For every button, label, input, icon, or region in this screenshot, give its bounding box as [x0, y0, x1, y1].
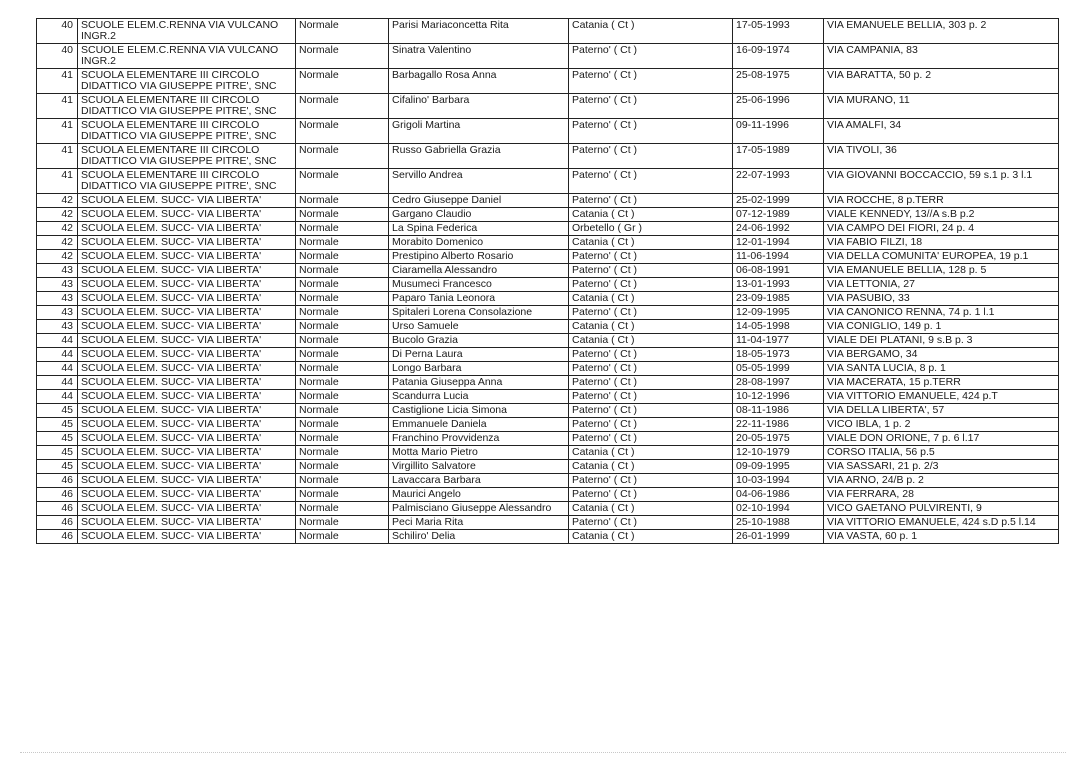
school-cell: SCUOLA ELEM. SUCC- VIA LIBERTA': [78, 250, 296, 264]
name-cell: Franchino Provvidenza: [389, 432, 569, 446]
address-cell: VIA CAMPO DEI FIORI, 24 p. 4: [824, 222, 1059, 236]
row-number: 44: [37, 334, 78, 348]
address-cell: VIALE KENNEDY, 13//A s.B p.2: [824, 208, 1059, 222]
address-cell: VIA VITTORIO EMANUELE, 424 s.D p.5 l.14: [824, 516, 1059, 530]
type-cell: Normale: [296, 144, 389, 169]
type-cell: Normale: [296, 320, 389, 334]
birthplace-cell: Paterno' ( Ct ): [569, 348, 733, 362]
birthdate-cell: 07-12-1989: [733, 208, 824, 222]
table-row: [37, 264, 1059, 278]
type-cell: Normale: [296, 69, 389, 94]
document-sheet: [36, 18, 1058, 544]
address-cell: VIA FABIO FILZI, 18: [824, 236, 1059, 250]
address-cell: VIA SANTA LUCIA, 8 p. 1: [824, 362, 1059, 376]
row-number: 41: [37, 144, 78, 169]
name-cell: Maurici Angelo: [389, 488, 569, 502]
birthplace-cell: Catania ( Ct ): [569, 236, 733, 250]
address-cell: VIA LETTONIA, 27: [824, 278, 1059, 292]
table-row: [37, 222, 1059, 236]
row-number: 44: [37, 362, 78, 376]
school-cell: SCUOLA ELEMENTARE III CIRCOLO DIDATTICO VIA GIUSEPPE PITRE', SNC: [78, 119, 296, 144]
birthplace-cell: Catania ( Ct ): [569, 19, 733, 44]
birthplace-cell: Orbetello ( Gr ): [569, 222, 733, 236]
type-cell: Normale: [296, 474, 389, 488]
row-number: 43: [37, 264, 78, 278]
birthdate-cell: 12-10-1979: [733, 446, 824, 460]
school-cell: SCUOLA ELEM. SUCC- VIA LIBERTA': [78, 222, 296, 236]
name-cell: Paparo Tania Leonora: [389, 292, 569, 306]
name-cell: Grigoli Martina: [389, 119, 569, 144]
birthplace-cell: Paterno' ( Ct ): [569, 306, 733, 320]
name-cell: Emmanuele Daniela: [389, 418, 569, 432]
school-cell: SCUOLA ELEM. SUCC- VIA LIBERTA': [78, 264, 296, 278]
birthdate-cell: 09-09-1995: [733, 460, 824, 474]
row-number: 45: [37, 418, 78, 432]
address-cell: VICO GAETANO PULVIRENTI, 9: [824, 502, 1059, 516]
type-cell: Normale: [296, 446, 389, 460]
birthdate-cell: 06-08-1991: [733, 264, 824, 278]
name-cell: Parisi Mariaconcetta Rita: [389, 19, 569, 44]
row-number: 42: [37, 250, 78, 264]
birthplace-cell: Catania ( Ct ): [569, 446, 733, 460]
type-cell: Normale: [296, 306, 389, 320]
table-row: [37, 236, 1059, 250]
birthdate-cell: 10-03-1994: [733, 474, 824, 488]
birthplace-cell: Paterno' ( Ct ): [569, 69, 733, 94]
school-cell: SCUOLA ELEM. SUCC- VIA LIBERTA': [78, 530, 296, 544]
row-number: 43: [37, 278, 78, 292]
type-cell: Normale: [296, 530, 389, 544]
row-number: 43: [37, 292, 78, 306]
table-row: [37, 334, 1059, 348]
school-cell: SCUOLA ELEM. SUCC- VIA LIBERTA': [78, 488, 296, 502]
address-cell: VIA CANONICO RENNA, 74 p. 1 l.1: [824, 306, 1059, 320]
school-cell: SCUOLA ELEM. SUCC- VIA LIBERTA': [78, 418, 296, 432]
birthplace-cell: Paterno' ( Ct ): [569, 390, 733, 404]
address-cell: VIA SASSARI, 21 p. 2/3: [824, 460, 1059, 474]
row-number: 41: [37, 94, 78, 119]
address-cell: VIA ARNO, 24/B p. 2: [824, 474, 1059, 488]
address-cell: VIA BARATTA, 50 p. 2: [824, 69, 1059, 94]
type-cell: Normale: [296, 362, 389, 376]
type-cell: Normale: [296, 278, 389, 292]
type-cell: Normale: [296, 94, 389, 119]
name-cell: Russo Gabriella Grazia: [389, 144, 569, 169]
name-cell: Cedro Giuseppe Daniel: [389, 194, 569, 208]
table-row: [37, 169, 1059, 194]
type-cell: Normale: [296, 19, 389, 44]
table-row: [37, 119, 1059, 144]
name-cell: La Spina Federica: [389, 222, 569, 236]
table-row: [37, 144, 1059, 169]
address-cell: VIA PASUBIO, 33: [824, 292, 1059, 306]
address-cell: VIA CAMPANIA, 83: [824, 44, 1059, 69]
table-row: [37, 488, 1059, 502]
birthplace-cell: Paterno' ( Ct ): [569, 264, 733, 278]
type-cell: Normale: [296, 194, 389, 208]
school-cell: SCUOLA ELEMENTARE III CIRCOLO DIDATTICO VIA GIUSEPPE PITRE', SNC: [78, 94, 296, 119]
birthplace-cell: Paterno' ( Ct ): [569, 474, 733, 488]
birthdate-cell: 14-05-1998: [733, 320, 824, 334]
school-cell: SCUOLA ELEMENTARE III CIRCOLO DIDATTICO VIA GIUSEPPE PITRE', SNC: [78, 169, 296, 194]
table-row: [37, 530, 1059, 544]
table-row: [37, 320, 1059, 334]
birthplace-cell: Catania ( Ct ): [569, 530, 733, 544]
school-cell: SCUOLA ELEMENTARE III CIRCOLO DIDATTICO VIA GIUSEPPE PITRE', SNC: [78, 69, 296, 94]
name-cell: Urso Samuele: [389, 320, 569, 334]
address-cell: VIA DELLA COMUNITA' EUROPEA, 19 p.1: [824, 250, 1059, 264]
address-cell: VIALE DON ORIONE, 7 p. 6 l.17: [824, 432, 1059, 446]
birthplace-cell: Catania ( Ct ): [569, 292, 733, 306]
school-cell: SCUOLA ELEM. SUCC- VIA LIBERTA': [78, 474, 296, 488]
birthplace-cell: Paterno' ( Ct ): [569, 169, 733, 194]
row-number: 41: [37, 119, 78, 144]
school-cell: SCUOLA ELEM. SUCC- VIA LIBERTA': [78, 236, 296, 250]
row-number: 46: [37, 488, 78, 502]
table-row: [37, 44, 1059, 69]
type-cell: Normale: [296, 208, 389, 222]
name-cell: Di Perna Laura: [389, 348, 569, 362]
name-cell: Barbagallo Rosa Anna: [389, 69, 569, 94]
table-row: [37, 19, 1059, 44]
address-cell: VIA TIVOLI, 36: [824, 144, 1059, 169]
birthplace-cell: Catania ( Ct ): [569, 460, 733, 474]
name-cell: Schiliro' Delia: [389, 530, 569, 544]
school-cell: SCUOLA ELEM. SUCC- VIA LIBERTA': [78, 516, 296, 530]
name-cell: Longo Barbara: [389, 362, 569, 376]
type-cell: Normale: [296, 250, 389, 264]
birthdate-cell: 11-04-1977: [733, 334, 824, 348]
table-row: [37, 446, 1059, 460]
birthdate-cell: 25-06-1996: [733, 94, 824, 119]
school-cell: SCUOLA ELEM. SUCC- VIA LIBERTA': [78, 278, 296, 292]
birthdate-cell: 13-01-1993: [733, 278, 824, 292]
birthdate-cell: 17-05-1993: [733, 19, 824, 44]
row-number: 44: [37, 348, 78, 362]
birthdate-cell: 22-11-1986: [733, 418, 824, 432]
type-cell: Normale: [296, 236, 389, 250]
address-cell: CORSO ITALIA, 56 p.5: [824, 446, 1059, 460]
school-cell: SCUOLA ELEMENTARE III CIRCOLO DIDATTICO VIA GIUSEPPE PITRE', SNC: [78, 144, 296, 169]
birthdate-cell: 25-08-1975: [733, 69, 824, 94]
school-cell: SCUOLA ELEM. SUCC- VIA LIBERTA': [78, 390, 296, 404]
row-number: 41: [37, 169, 78, 194]
school-cell: SCUOLA ELEM. SUCC- VIA LIBERTA': [78, 432, 296, 446]
school-cell: SCUOLA ELEM. SUCC- VIA LIBERTA': [78, 376, 296, 390]
type-cell: Normale: [296, 348, 389, 362]
birthplace-cell: Paterno' ( Ct ): [569, 488, 733, 502]
birthplace-cell: Paterno' ( Ct ): [569, 144, 733, 169]
birthplace-cell: Paterno' ( Ct ): [569, 119, 733, 144]
row-number: 46: [37, 474, 78, 488]
name-cell: Motta Mario Pietro: [389, 446, 569, 460]
birthdate-cell: 17-05-1989: [733, 144, 824, 169]
type-cell: Normale: [296, 169, 389, 194]
name-cell: Bucolo Grazia: [389, 334, 569, 348]
birthplace-cell: Paterno' ( Ct ): [569, 278, 733, 292]
row-number: 40: [37, 44, 78, 69]
table-row: [37, 306, 1059, 320]
name-cell: Prestipino Alberto Rosario: [389, 250, 569, 264]
name-cell: Ciaramella Alessandro: [389, 264, 569, 278]
birthdate-cell: 22-07-1993: [733, 169, 824, 194]
birthplace-cell: Paterno' ( Ct ): [569, 404, 733, 418]
address-cell: VIA VASTA, 60 p. 1: [824, 530, 1059, 544]
birthdate-cell: 04-06-1986: [733, 488, 824, 502]
address-cell: VIA ROCCHE, 8 p.TERR: [824, 194, 1059, 208]
row-number: 44: [37, 390, 78, 404]
name-cell: Cifalino' Barbara: [389, 94, 569, 119]
name-cell: Spitaleri Lorena Consolazione: [389, 306, 569, 320]
birthdate-cell: 10-12-1996: [733, 390, 824, 404]
school-cell: SCUOLA ELEM. SUCC- VIA LIBERTA': [78, 348, 296, 362]
birthdate-cell: 09-11-1996: [733, 119, 824, 144]
name-cell: Servillo Andrea: [389, 169, 569, 194]
name-cell: Patania Giuseppa Anna: [389, 376, 569, 390]
type-cell: Normale: [296, 292, 389, 306]
birthdate-cell: 05-05-1999: [733, 362, 824, 376]
table-row: [37, 516, 1059, 530]
row-number: 46: [37, 530, 78, 544]
table-row: [37, 376, 1059, 390]
birthplace-cell: Paterno' ( Ct ): [569, 516, 733, 530]
birthplace-cell: Catania ( Ct ): [569, 208, 733, 222]
address-cell: VIA CONIGLIO, 149 p. 1: [824, 320, 1059, 334]
row-number: 45: [37, 446, 78, 460]
birthdate-cell: 08-11-1986: [733, 404, 824, 418]
table-row: [37, 418, 1059, 432]
school-cell: SCUOLA ELEM. SUCC- VIA LIBERTA': [78, 194, 296, 208]
school-cell: SCUOLA ELEM. SUCC- VIA LIBERTA': [78, 208, 296, 222]
type-cell: Normale: [296, 502, 389, 516]
type-cell: Normale: [296, 222, 389, 236]
birthdate-cell: 11-06-1994: [733, 250, 824, 264]
address-cell: VIA DELLA LIBERTA', 57: [824, 404, 1059, 418]
birthdate-cell: 12-09-1995: [733, 306, 824, 320]
table-row: [37, 94, 1059, 119]
name-cell: Musumeci Francesco: [389, 278, 569, 292]
row-number: 42: [37, 236, 78, 250]
birthplace-cell: Paterno' ( Ct ): [569, 362, 733, 376]
type-cell: Normale: [296, 376, 389, 390]
birthdate-cell: 20-05-1975: [733, 432, 824, 446]
birthdate-cell: 02-10-1994: [733, 502, 824, 516]
row-number: 45: [37, 404, 78, 418]
table-row: [37, 390, 1059, 404]
birthdate-cell: 16-09-1974: [733, 44, 824, 69]
school-cell: SCUOLA ELEM. SUCC- VIA LIBERTA': [78, 320, 296, 334]
table-row: [37, 362, 1059, 376]
school-cell: SCUOLE ELEM.C.RENNA VIA VULCANO INGR.2: [78, 44, 296, 69]
address-cell: VIA AMALFI, 34: [824, 119, 1059, 144]
type-cell: Normale: [296, 488, 389, 502]
birthplace-cell: Paterno' ( Ct ): [569, 194, 733, 208]
row-number: 40: [37, 19, 78, 44]
birthplace-cell: Paterno' ( Ct ): [569, 432, 733, 446]
school-cell: SCUOLA ELEM. SUCC- VIA LIBERTA': [78, 460, 296, 474]
row-number: 42: [37, 222, 78, 236]
table-row: [37, 432, 1059, 446]
row-number: 41: [37, 69, 78, 94]
school-cell: SCUOLA ELEM. SUCC- VIA LIBERTA': [78, 334, 296, 348]
table-row: [37, 194, 1059, 208]
birthplace-cell: Catania ( Ct ): [569, 334, 733, 348]
row-number: 44: [37, 376, 78, 390]
address-cell: VIA BERGAMO, 34: [824, 348, 1059, 362]
birthdate-cell: 28-08-1997: [733, 376, 824, 390]
birthdate-cell: 26-01-1999: [733, 530, 824, 544]
table-row: [37, 278, 1059, 292]
type-cell: Normale: [296, 404, 389, 418]
table-row: [37, 404, 1059, 418]
address-cell: VIA MACERATA, 15 p.TERR: [824, 376, 1059, 390]
school-cell: SCUOLA ELEM. SUCC- VIA LIBERTA': [78, 502, 296, 516]
type-cell: Normale: [296, 264, 389, 278]
name-cell: Palmisciano Giuseppe Alessandro: [389, 502, 569, 516]
type-cell: Normale: [296, 418, 389, 432]
row-number: 43: [37, 320, 78, 334]
type-cell: Normale: [296, 119, 389, 144]
school-cell: SCUOLA ELEM. SUCC- VIA LIBERTA': [78, 362, 296, 376]
type-cell: Normale: [296, 334, 389, 348]
address-cell: VICO IBLA, 1 p. 2: [824, 418, 1059, 432]
type-cell: Normale: [296, 432, 389, 446]
address-cell: VIA EMANUELE BELLIA, 303 p. 2: [824, 19, 1059, 44]
birthplace-cell: Paterno' ( Ct ): [569, 44, 733, 69]
table-row: [37, 460, 1059, 474]
school-cell: SCUOLA ELEM. SUCC- VIA LIBERTA': [78, 306, 296, 320]
name-cell: Sinatra Valentino: [389, 44, 569, 69]
birthdate-cell: 25-10-1988: [733, 516, 824, 530]
address-cell: VIALE DEI PLATANI, 9 s.B p. 3: [824, 334, 1059, 348]
school-cell: SCUOLA ELEM. SUCC- VIA LIBERTA': [78, 446, 296, 460]
row-number: 45: [37, 432, 78, 446]
birthdate-cell: 25-02-1999: [733, 194, 824, 208]
type-cell: Normale: [296, 516, 389, 530]
row-number: 45: [37, 460, 78, 474]
address-cell: VIA EMANUELE BELLIA, 128 p. 5: [824, 264, 1059, 278]
table-row: [37, 250, 1059, 264]
voter-table: [36, 18, 1059, 544]
birthdate-cell: 12-01-1994: [733, 236, 824, 250]
row-number: 42: [37, 194, 78, 208]
school-cell: SCUOLA ELEM. SUCC- VIA LIBERTA': [78, 292, 296, 306]
name-cell: Gargano Claudio: [389, 208, 569, 222]
table-row: [37, 502, 1059, 516]
birthplace-cell: Paterno' ( Ct ): [569, 418, 733, 432]
name-cell: Castiglione Licia Simona: [389, 404, 569, 418]
birthdate-cell: 24-06-1992: [733, 222, 824, 236]
birthplace-cell: Catania ( Ct ): [569, 320, 733, 334]
address-cell: VIA FERRARA, 28: [824, 488, 1059, 502]
name-cell: Peci Maria Rita: [389, 516, 569, 530]
table-row: [37, 474, 1059, 488]
type-cell: Normale: [296, 390, 389, 404]
birthplace-cell: Paterno' ( Ct ): [569, 376, 733, 390]
school-cell: SCUOLE ELEM.C.RENNA VIA VULCANO INGR.2: [78, 19, 296, 44]
row-number: 43: [37, 306, 78, 320]
name-cell: Scandurra Lucia: [389, 390, 569, 404]
row-number: 46: [37, 502, 78, 516]
birthplace-cell: Catania ( Ct ): [569, 502, 733, 516]
name-cell: Morabito Domenico: [389, 236, 569, 250]
birthdate-cell: 18-05-1973: [733, 348, 824, 362]
name-cell: Virgillito Salvatore: [389, 460, 569, 474]
address-cell: VIA MURANO, 11: [824, 94, 1059, 119]
birthdate-cell: 23-09-1985: [733, 292, 824, 306]
birthplace-cell: Paterno' ( Ct ): [569, 94, 733, 119]
address-cell: VIA VITTORIO EMANUELE, 424 p.T: [824, 390, 1059, 404]
address-cell: VIA GIOVANNI BOCCACCIO, 59 s.1 p. 3 l.1: [824, 169, 1059, 194]
birthplace-cell: Paterno' ( Ct ): [569, 250, 733, 264]
table-row: [37, 348, 1059, 362]
table-row: [37, 292, 1059, 306]
type-cell: Normale: [296, 460, 389, 474]
school-cell: SCUOLA ELEM. SUCC- VIA LIBERTA': [78, 404, 296, 418]
name-cell: Lavaccara Barbara: [389, 474, 569, 488]
page-footer-rule: [20, 752, 1066, 753]
type-cell: Normale: [296, 44, 389, 69]
row-number: 46: [37, 516, 78, 530]
table-row: [37, 208, 1059, 222]
table-row: [37, 69, 1059, 94]
row-number: 42: [37, 208, 78, 222]
